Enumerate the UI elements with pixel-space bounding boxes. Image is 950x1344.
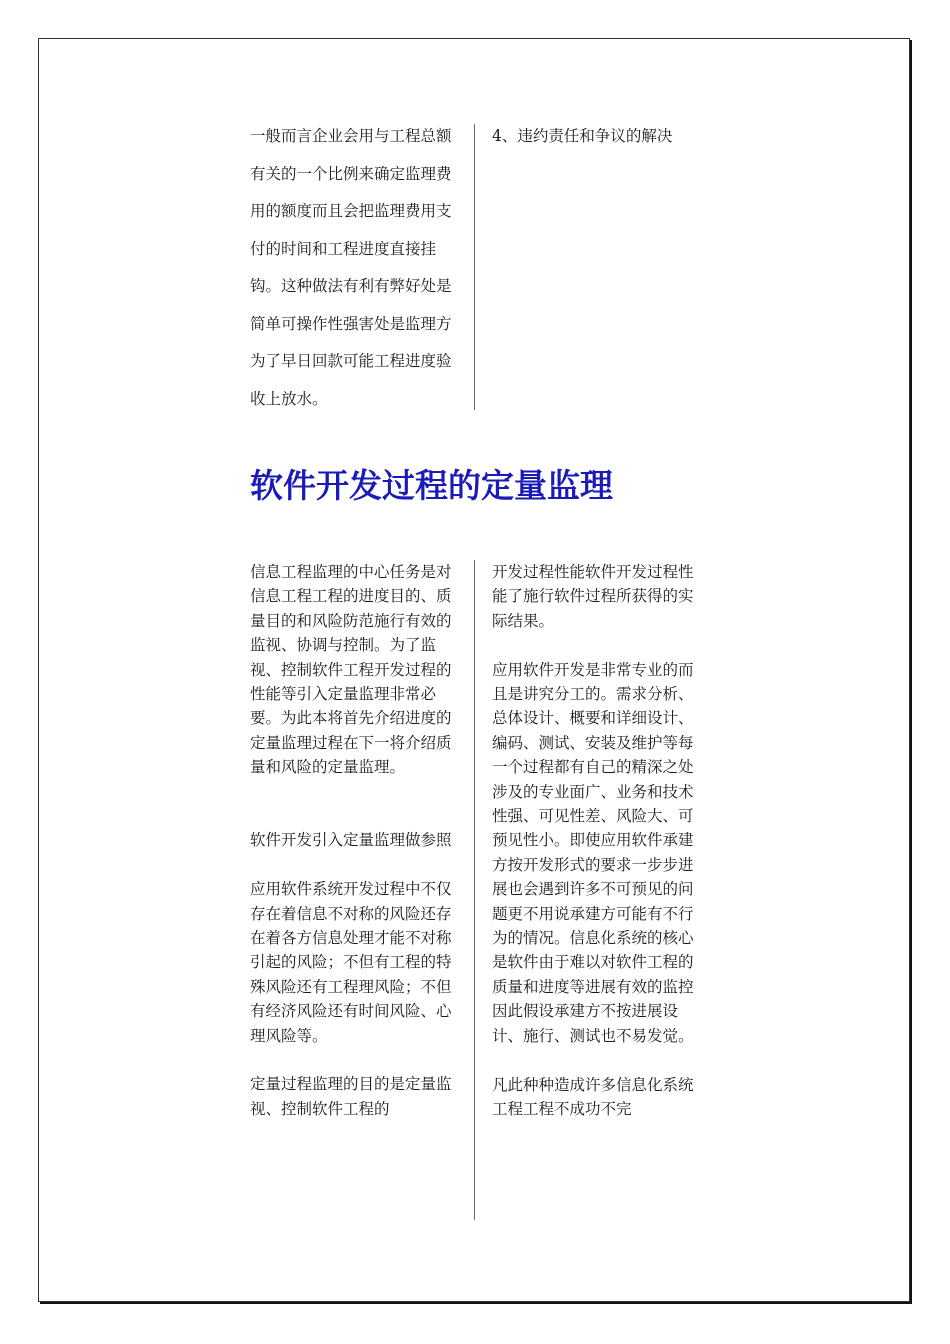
paragraph-intro: 信息工程监理的中心任务是对信息工程工程的进度目的、质量目的和风险防范施行有效的监视、协调与控制。为了监视、控制软件工程开发过程的性能等引入定量监理非常必要。为此本将首先介绍进度的定量监理过程在下一将介绍质量和风险的定量监理。 [250, 563, 452, 777]
paragraph-performance: 开发过程性能软件开发过程性能了施行软件过程所获得的实际结果。 [492, 563, 694, 630]
paragraph-software-development: 应用软件开发是非常专业的而且是讲究分工的。需求分析、总体设计、概要和详细设计、编码、测试、安装及维护等每一个过程都有自己的精深之处涉及的专业面广、业务和技术性强、可见性差、风险大、可预见性小。即使应用软件承建方按开发形式的要求一步步进展也会遇到许多不可预见的问题更不用说承建方可能有不行为的情况。信息化系统的核心是软件由于难以对软件工程的质量和进度等进展有效的监控因此假设承建方不按进展设计、施行、测试也不易发觉。 [492, 660, 694, 1045]
top-left-column-text: 一般而言企业会用与工程总额有关的一个比例来确定监理费用的额度而且会把监理费用支付的时间和工程进度直接挂钩。这种做法有利有弊好处是简单可操作性强害处是监理方为了早日回款可能工程进度验收上放水。 [250, 127, 452, 408]
paragraph-consequence: 凡此种种造成许多信息化系统工程工程不成功不完 [492, 1075, 694, 1118]
section-title: 软件开发过程的定量监理 [250, 466, 613, 505]
paragraph-subheading: 软件开发引入定量监理做参照 [250, 831, 452, 850]
bottom-left-column [250, 560, 455, 1146]
column-divider-bottom [474, 560, 475, 1220]
column-divider-top [474, 124, 475, 410]
bottom-right-column [492, 560, 697, 1146]
paragraph-purpose: 定量过程监理的目的是定量监视、控制软件工程的 [250, 1075, 452, 1118]
top-right-column-text: 4、违约责任和争议的解决 [492, 127, 673, 145]
paragraph-risk: 应用软件系统开发过程中不仅存在着信息不对称的风险还存在着各方信息处理才能不对称引起的风险；不但有工程的特殊风险还有工程理风险；不但有经济风险还有时间风险、心理风险等。 [250, 880, 452, 1045]
